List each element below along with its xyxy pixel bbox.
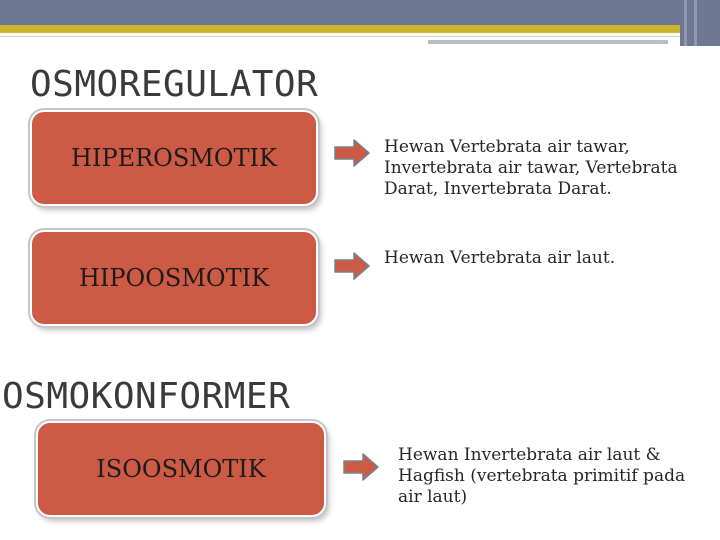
category-label: ISOOSMOTIK [96,455,266,483]
accent-band [0,25,720,33]
category-label: HIPOOSMOTIK [78,264,270,292]
header-corner-stripe [694,0,697,46]
section-title-osmokonformer: OSMOKONFORMER [2,376,291,417]
section-title-osmoregulator: OSMOREGULATOR [30,64,319,105]
category-box-hipoosmotik [30,230,318,326]
right-arrow-icon [334,139,370,167]
category-description: Hewan Vertebrata air tawar, Invertebrata air tawar, Vertebrata Darat, Invertebrata Darat. [384,137,678,199]
right-arrow-icon [334,252,370,280]
category-description: Hewan Vertebrata air laut. [384,248,616,268]
header-band [0,0,720,25]
category-label: HIPEROSMOTIK [71,144,277,172]
header-corner-stripe [684,0,687,46]
category-box-isoosmotik [36,421,326,517]
divider-line [0,36,720,37]
header-tab-strip [428,40,668,44]
right-arrow-icon [343,453,379,481]
category-box-hiperosmotik [30,110,318,206]
category-description: Hewan Invertebrata air laut & Hagfish (vertebrata primitif pada air laut) [398,445,686,507]
